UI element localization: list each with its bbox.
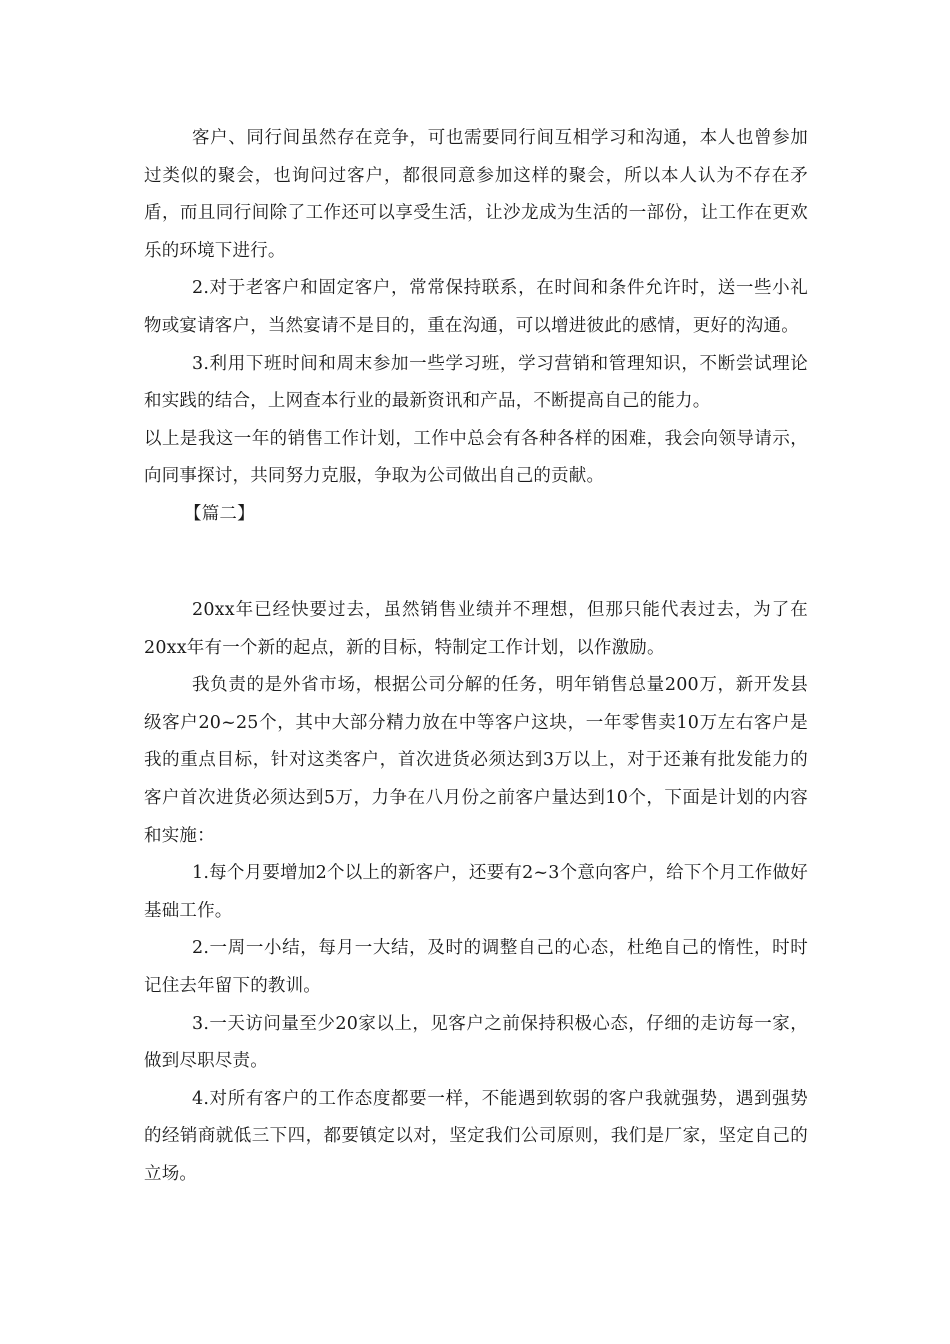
paragraph-old-clients: 2.对于老客户和固定客户，常常保持联系，在时间和条件允许时，送一些小礼物或宴请客户，当然宴请不是目的，重在沟通，可以增进彼此的感情，更好的沟通。	[144, 278, 808, 336]
paragraph-item-1: 1.每个月要增加2个以上的新客户，还要有2~3个意向客户，给下个月工作做好基础工作。	[144, 863, 808, 921]
section-heading: 【篇二】	[184, 503, 255, 524]
paragraph-item-2: 2.一周一小结，每月一大结，及时的调整自己的心态，杜绝自己的惰性，时时记住去年留下的教训。	[144, 938, 808, 996]
section-one	[144, 120, 808, 534]
paragraph-market: 我负责的是外省市场，根据公司分解的任务，明年销售总量200万，新开发县级客户20~25个，其中大部分精力放在中等客户这块，一年零售卖10万左右客户是我的重点目标，针对这类客户，首次进货必须达到3万以上，对于还兼有批发能力的客户首次进货必须达到5万，力争在八月份之前客户量达到10个，下面是计划的内容和实施：	[144, 675, 808, 846]
paragraph-intro: 20xx年已经快要过去，虽然销售业绩并不理想，但那只能代表过去，为了在20xx年有一个新的起点，新的目标，特制定工作计划，以作激励。	[144, 600, 808, 658]
paragraph-item-3: 3.一天访问量至少20家以上，见客户之前保持积极心态，仔细的走访每一家，做到尽职尽责。	[144, 1013, 808, 1072]
paragraph-summary: 以上是我这一年的销售工作计划，工作中总会有各种各样的困难，我会向领导请示，向同事探讨，共同努力克服，争取为公司做出自己的贡献。	[144, 428, 808, 487]
paragraph-competition: 客户、同行间虽然存在竞争，可也需要同行间互相学习和沟通，本人也曾参加过类似的聚会，也询问过客户，都很同意参加这样的聚会，所以本人认为不存在矛盾，而且同行间除了工作还可以享受生活，让沙龙成为生活的一部份，让工作在更欢乐的环境下进行。	[144, 128, 808, 261]
section-two	[144, 592, 808, 1194]
paragraph-study: 3.利用下班时间和周末参加一些学习班，学习营销和管理知识，不断尝试理论和实践的结合，上网查本行业的最新资讯和产品，不断提高自己的能力。	[144, 353, 808, 412]
paragraph-item-4: 4.对所有客户的工作态度都要一样，不能遇到软弱的客户我就强势，遇到强势的经销商就低三下四，都要镇定以对，坚定我们公司原则，我们是厂家，坚定自己的立场。	[144, 1088, 808, 1184]
